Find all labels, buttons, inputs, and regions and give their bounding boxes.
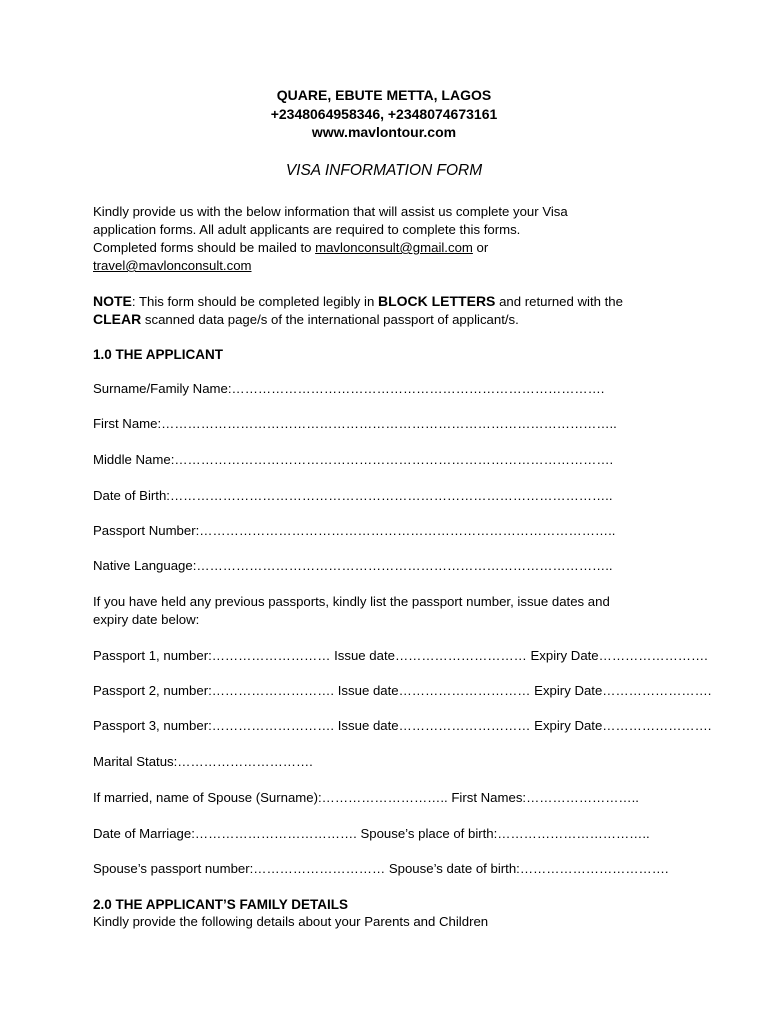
note-block-letters: BLOCK LETTERS [377, 293, 496, 309]
note-line-2 [93, 310, 693, 329]
field-passport-3[interactable]: Passport 3, number:………………………. Issue date………………………… Expiry Date……………………. [93, 718, 712, 733]
note-label: NOTE [93, 293, 132, 309]
header-website: www.mavlontour.com [311, 124, 457, 140]
email-link-1[interactable]: mavlonconsult@gmail.com [315, 240, 473, 255]
intro-line-2: application forms. All adult applicants are required to complete this forms. [93, 222, 521, 237]
email-link-2[interactable]: travel@mavlonconsult.com [93, 258, 252, 273]
field-date-of-birth[interactable]: Date of Birth:……………………………………………………………………………………….. [93, 488, 613, 503]
field-passport-2[interactable]: Passport 2, number:………………………. Issue date………………………… Expiry Date……………………. [93, 683, 712, 698]
field-date-of-marriage[interactable]: Date of Marriage:………………………………. Spouse’s place of birth:…………………………….. [93, 826, 650, 841]
note-text-3: scanned data page/s of the international passport of applicant/s. [141, 312, 519, 327]
field-spouse-name[interactable]: If married, name of Spouse (Surname):……………………….. First Names:…………………….. [93, 790, 639, 805]
section-2-subtitle: Kindly provide the following details about your Parents and Children [93, 914, 489, 929]
field-passport-number[interactable]: Passport Number:………………………………………………………………………………….. [93, 523, 616, 538]
intro-mail-prefix: Completed forms should be mailed to [93, 240, 316, 255]
note-clear: CLEAR [93, 311, 142, 327]
section-2-heading: 2.0 THE APPLICANT’S FAMILY DETAILS [93, 897, 349, 912]
field-surname[interactable]: Surname/Family Name:…………………………………………………………………………. [93, 381, 605, 396]
field-marital-status[interactable]: Marital Status:…………………………. [93, 754, 313, 769]
note-text-1: : This form should be completed legibly in [131, 294, 378, 309]
field-passport-1[interactable]: Passport 1, number:……………………… Issue date………………………… Expiry Date……………………. [93, 648, 708, 663]
previous-passports-line-1: If you have held any previous passports, kindly list the passport number, issue dates and [93, 594, 610, 609]
field-native-language[interactable]: Native Language:………………………………………………………………………………….. [93, 558, 613, 573]
header-address: QUARE, EBUTE METTA, LAGOS [276, 87, 492, 103]
intro-line-3 [93, 239, 693, 257]
form-title: VISA INFORMATION FORM [285, 162, 483, 179]
intro-line-1: Kindly provide us with the below information that will assist us complete your Visa [93, 204, 568, 219]
field-first-name[interactable]: First Name:………………………………………………………………………………………….. [93, 416, 617, 431]
note-text-2: and returned with the [495, 294, 623, 309]
field-spouse-passport[interactable]: Spouse’s passport number:………………………… Spouse’s date of birth:……………………………. [93, 861, 669, 876]
field-middle-name[interactable]: Middle Name:………………………………………………………………………………………. [93, 452, 614, 467]
intro-mail-suffix: or [472, 240, 489, 255]
intro-line-4 [93, 257, 693, 275]
section-1-heading: 1.0 THE APPLICANT [93, 347, 224, 362]
previous-passports-line-2: expiry date below: [93, 612, 200, 627]
header-phone: +2348064958346, +2348074673161 [270, 106, 498, 122]
note-line-1 [93, 292, 693, 311]
